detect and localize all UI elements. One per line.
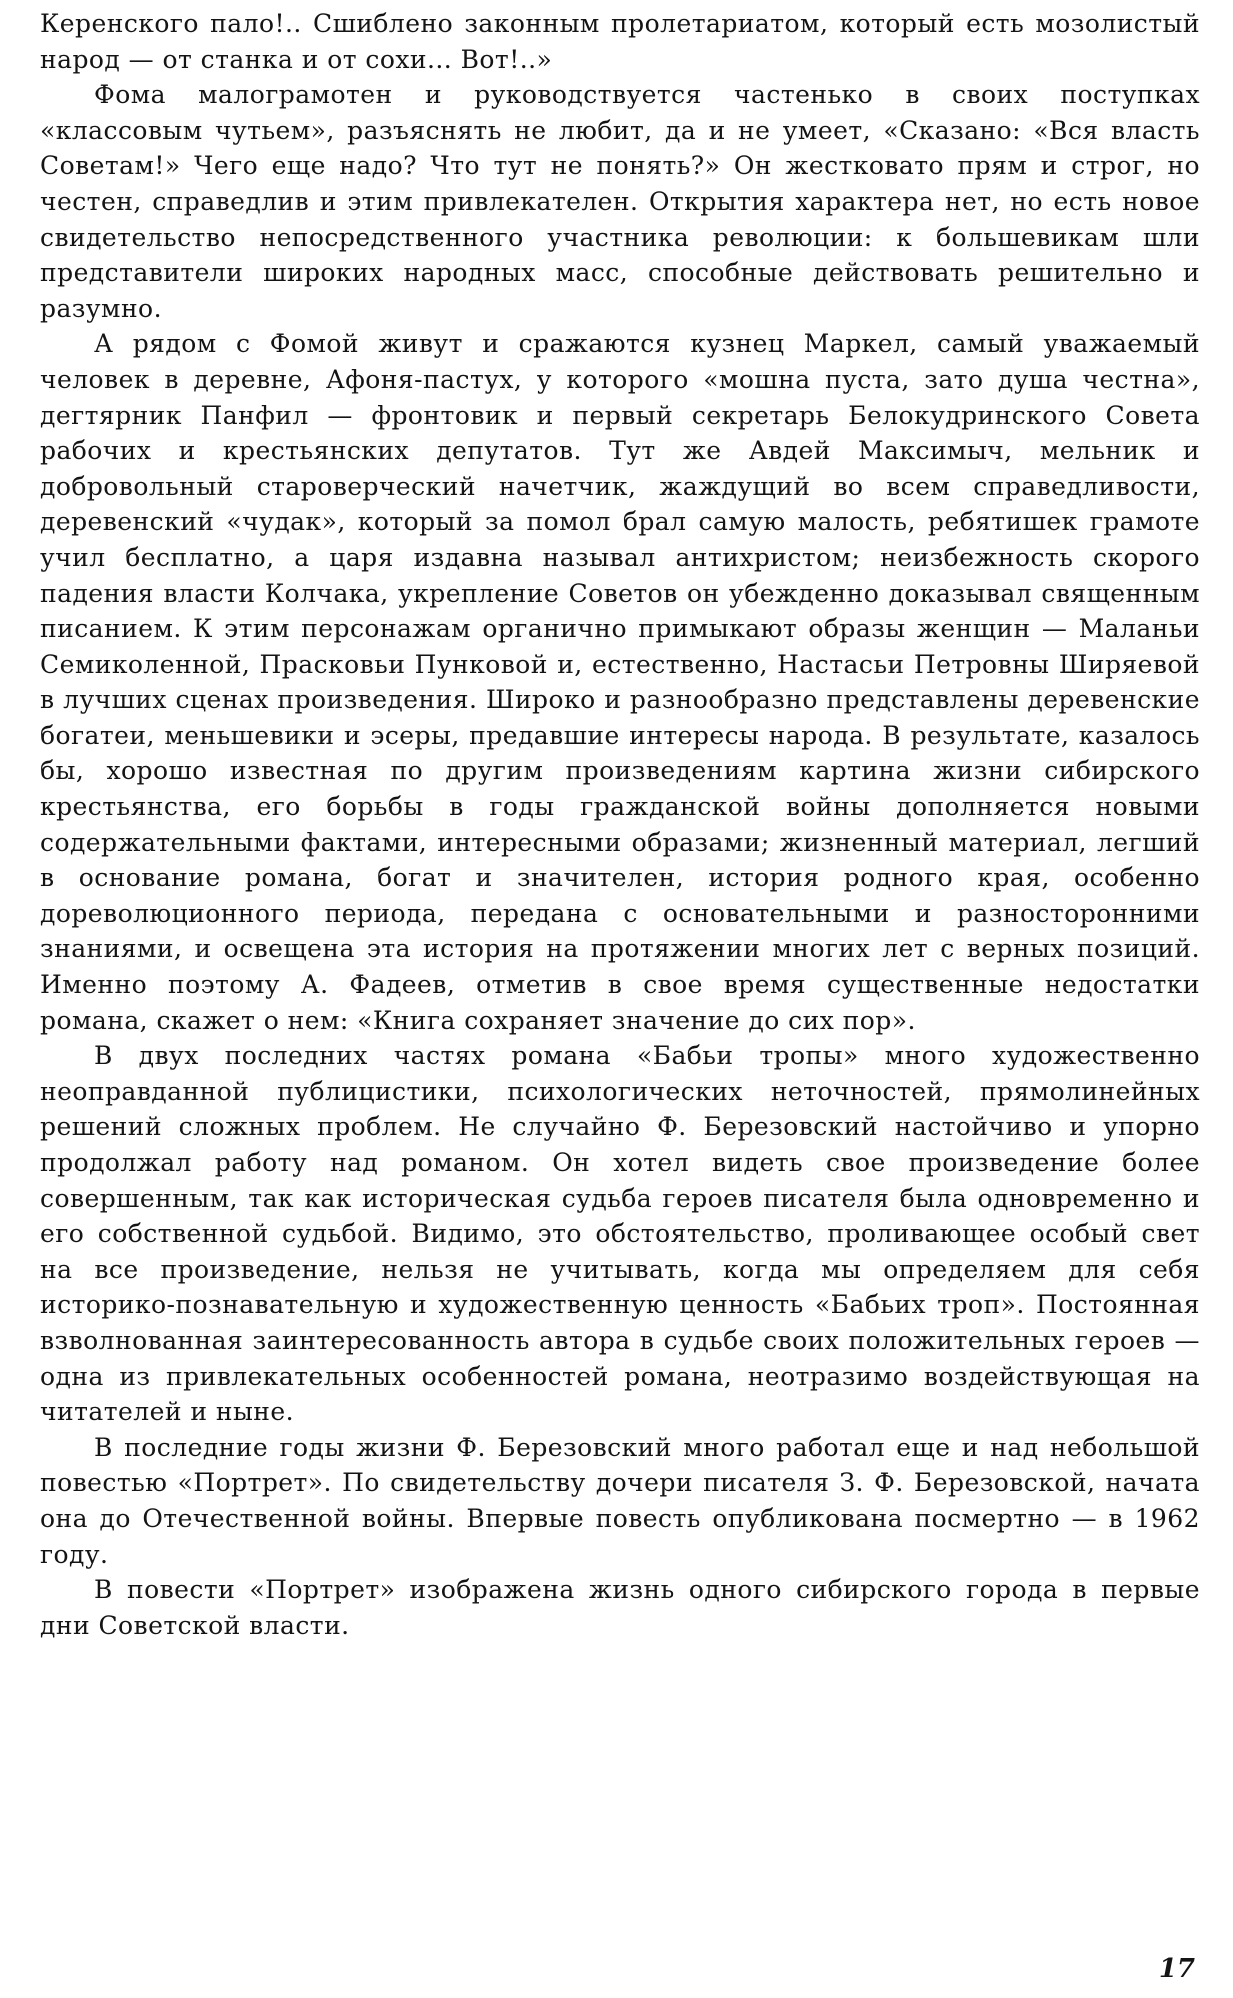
paragraph-continued: Керенского пало!.. Сшиблено законным пролетариатом, который есть мозолистый народ — от станка и от сохи... Вот!..» <box>40 9 1200 74</box>
body-text <box>40 6 1200 1643</box>
paragraph: В повести «Портрет» изображена жизнь одного сибирского города в первые дни Советской власти. <box>40 1575 1200 1640</box>
paragraph: А рядом с Фомой живут и сражаются кузнец Маркел, самый уважаемый человек в деревне, Афоня-пастух, у которого «мошна пуста, зато душа честна», дегтярник Панфил — фронтовик и первый секретарь Белокудринского Совета рабочих и крестьянских депутатов. Тут же Авдей Максимыч, мельник и добровольный староверческий начетчик, жаждущий во всем справедливости, деревенский «чудак», который за помол брал самую малость, ребятишек грамоте учил бесплатно, а царя издавна называл антихристом; неизбежность скорого падения власти Колчака, укрепление Советов он убежденно доказывал священным писанием. К этим персонажам органично примыкают образы женщин — Маланьи Семиколенной, Прасковьи Пунковой и, естественно, Настасьи Петровны Ширяевой в лучших сценах произведения. Широко и разнообразно представлены деревенские богатеи, меньшевики и эсеры, предавшие интересы народа. В результате, казалось бы, хорошо известная по другим произведениям картина жизни сибирского крестьянства, его борьбы в годы гражданской войны дополняется новыми содержательными фактами, интересными образами; жизненный материал, легший в основание романа, богат и значителен, история родного края, особенно дореволюционного периода, передана с основательными и разносторонними знаниями, и освещена эта история на протяжении многих лет с верных позиций. Именно поэтому А. Фадеев, отметив в свое время существенные недостатки романа, скажет о нем: «Книга сохраняет значение до сих пор». <box>40 329 1200 1035</box>
page-number: 17 <box>1158 1954 1195 1984</box>
paragraph: Фома малограмотен и руководствуется частенько в своих поступках «классовым чутьем», разъяснять не любит, да и не умеет, «Сказано: «Вся власть Советам!» Чего еще надо? Что тут не понять?» Он жестковато прям и строг, но честен, справедлив и этим привлекателен. Открытия характера нет, но есть новое свидетельство непосредственного участника революции: к большевикам шли представители широких народных масс, способные действовать решительно и разумно. <box>40 80 1200 323</box>
paragraph: В последние годы жизни Ф. Березовский много работал еще и над небольшой повестью «Портрет». По свидетельству дочери писателя З. Ф. Березовской, начата она до Отечественной войны. Впервые повесть опубликована посмертно — в 1962 году. <box>40 1432 1200 1569</box>
document-page <box>40 0 1200 1643</box>
paragraph: В двух последних частях романа «Бабьи тропы» много художественно неоправданной публицистики, психологических неточностей, прямолинейных решений сложных проблем. Не случайно Ф. Березовский настойчиво и упорно продолжал работу над романом. Он хотел видеть свое произведение более совершенным, так как историческая судьба героев писателя была одновременно и его собственной судьбой. Видимо, это обстоятельство, проливающее особый свет на все произведение, нельзя не учитывать, когда мы определяем для себя историко-познавательную и художественную ценность «Бабьих троп». Постоянная взволнованная заинтересованность автора в судьбе своих положительных героев — одна из привлекательных особенностей романа, неотразимо воздействующая на читателей и ныне. <box>40 1041 1200 1427</box>
